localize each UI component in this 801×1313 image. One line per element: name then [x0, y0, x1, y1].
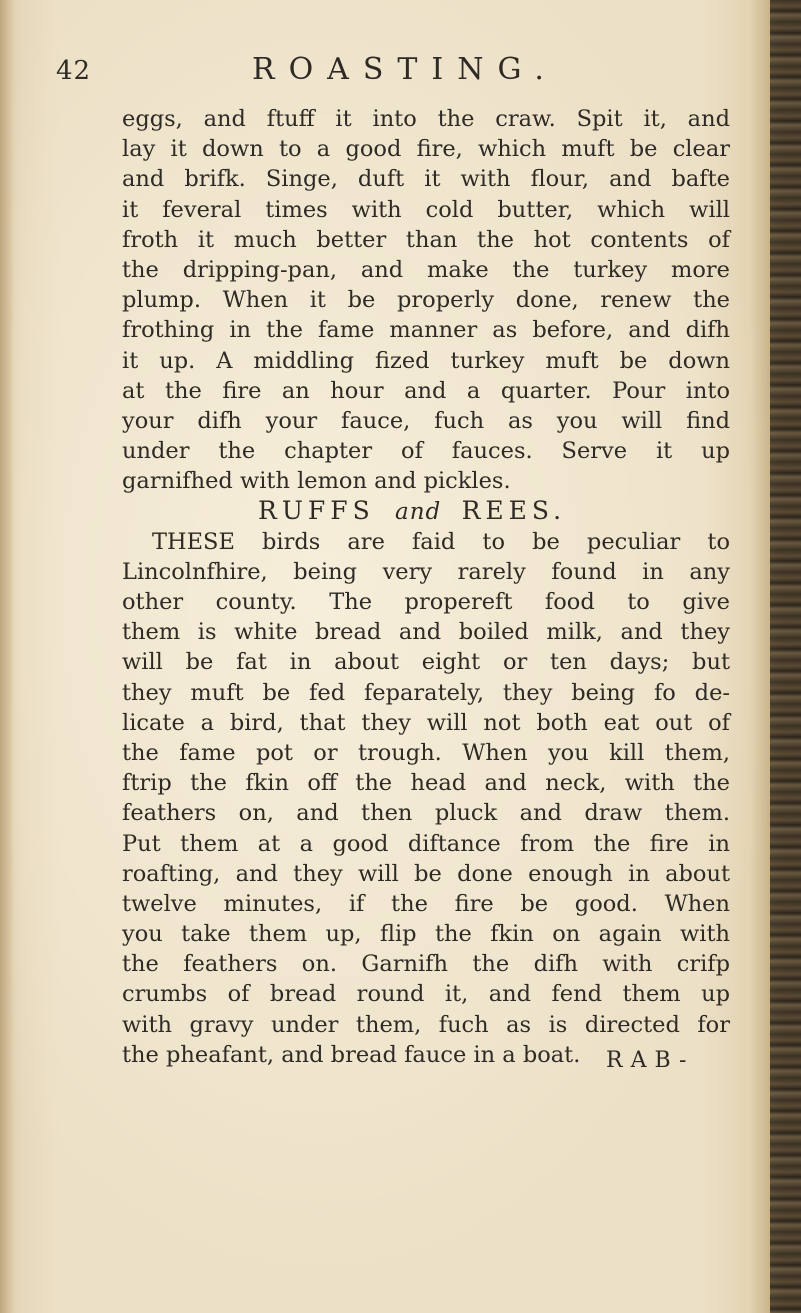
heading-word-rees: REES. — [461, 496, 567, 526]
text-line: and brifk. Singe, duft it with flour, and bafte — [122, 166, 730, 193]
text-line: twelve minutes, if the fire be good. When — [122, 890, 730, 917]
text-line: lay it down to a good fire, which muft be clear — [122, 136, 730, 163]
text-line: froth it much better than the hot contents of — [122, 226, 730, 253]
text-line: them is white bread and boiled milk, and they — [122, 619, 730, 646]
text-line: they muft be fed feparately, they being fo de- — [122, 679, 730, 706]
text-block — [122, 104, 730, 1070]
text-line: at the fire an hour and a quarter. Pour into — [122, 377, 730, 404]
page-number: 42 — [56, 56, 92, 86]
text-line: Put them at a good diftance from the fire in — [122, 830, 730, 857]
text-line: garnifhed with lemon and pickles. — [122, 468, 511, 495]
text-line: eggs, and ftuff it into the craw. Spit it, and — [122, 106, 730, 132]
text-line: the fame pot or trough. When you kill them, — [122, 739, 730, 766]
text-line: licate a bird, that they will not both eat out of — [122, 709, 730, 736]
text-line: it up. A middling fized turkey muft be down — [122, 347, 730, 374]
text-line: Lincolnfhire, being very rarely found in any — [122, 558, 730, 585]
text-line: the dripping-pan, and make the turkey more — [122, 256, 730, 283]
text-line: you take them up, flip the fkin on again with — [122, 921, 730, 948]
page-left-edge — [0, 0, 14, 1313]
running-head: ROASTING. — [252, 52, 558, 87]
text-line: roafting, and they will be done enough in about — [122, 860, 730, 887]
text-line: the pheafant, and bread fauce in a boat. — [122, 1041, 581, 1068]
text-line: THESE birds are faid to be peculiar to — [152, 528, 730, 555]
heading-connector: and — [395, 499, 442, 526]
text-line: crumbs of bread round it, and fend them up — [122, 981, 730, 1008]
text-line: the feathers on. Garnifh the difh with crifp — [122, 951, 730, 978]
section-heading — [122, 496, 730, 526]
text-line: plump. When it be properly done, renew the — [122, 287, 730, 314]
text-line: will be fat in about eight or ten days; but — [122, 649, 730, 676]
text-line: other county. The propereft food to give — [122, 589, 730, 615]
heading-word-ruffs: RUFFS — [258, 496, 375, 526]
text-line: frothing in the fame manner as before, and difh — [122, 317, 730, 344]
text-line: it feveral times with cold butter, which will — [122, 196, 730, 223]
text-line: under the chapter of fauces. Serve it up — [122, 438, 730, 465]
catchword: RAB- — [606, 1048, 695, 1073]
text-line: ftrip the fkin off the head and neck, with the — [122, 770, 730, 797]
page-header — [56, 50, 696, 94]
text-line: feathers on, and then pluck and draw them. — [122, 800, 730, 827]
book-binding-edge — [770, 0, 801, 1313]
text-line: with gravy under them, fuch as is directed for — [122, 1011, 730, 1038]
text-line: your difh your fauce, fuch as you will find — [122, 407, 730, 434]
